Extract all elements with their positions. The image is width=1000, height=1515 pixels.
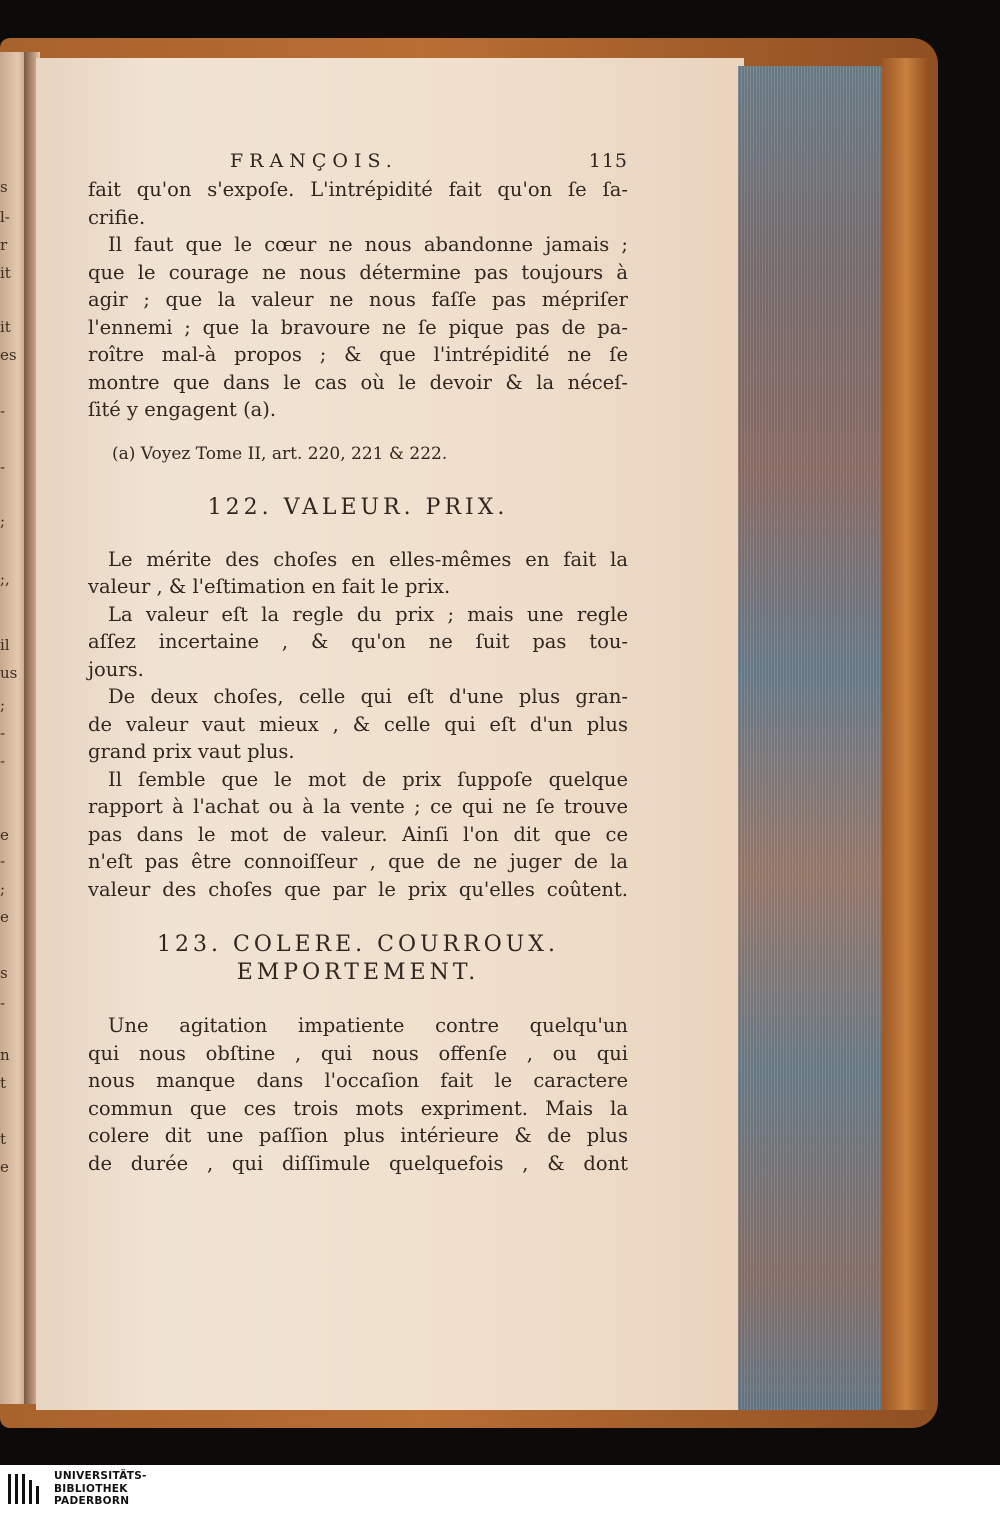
article-122-heading: 122. VALEUR. PRIX.: [207, 495, 509, 520]
page-text: [88, 148, 628, 1177]
text-line: fait qu'on s'expoſe. L'intrépidité fait qu'on ſe ſa-: [88, 178, 628, 201]
text-line: commun que ces trois mots expriment. Mais la: [88, 1096, 628, 1120]
text-line: ſité y engagent (a).: [88, 398, 277, 421]
margin-fragment: ;: [0, 880, 6, 898]
text-line: La valeur eſt la regle du prix ; mais une regle: [108, 602, 628, 626]
text-line: pas dans le mot de valeur. Ainſi l'on dit que ce: [88, 822, 628, 846]
text-line: colere dit une paſſion plus intérieure & de plus: [88, 1124, 628, 1147]
margin-fragment: -: [0, 402, 6, 420]
page-header: [88, 148, 628, 176]
text-line: que le courage ne nous détermine pas toujours à: [88, 260, 628, 284]
text-line: n'eſt pas être connoiſſeur , que de ne juger de la: [88, 850, 628, 873]
text-line: jours.: [88, 657, 144, 681]
text-line: valeur des choſes que par le prix qu'elles coûtent.: [88, 877, 628, 901]
margin-fragment: us: [0, 664, 18, 682]
text-line: valeur , & l'eſtimation en fait le prix.: [88, 575, 451, 598]
margin-fragment: -: [0, 724, 6, 742]
text-line: Il faut que le cœur ne nous abandonne jamais ;: [108, 233, 628, 256]
binding-edge: [882, 58, 930, 1410]
margin-fragment: r: [0, 236, 8, 254]
text-line: aſſez incertaine , & qu'on ne ſuit pas tou-: [88, 630, 628, 653]
library-name-line: UNIVERSITÄTS-: [54, 1470, 147, 1482]
margin-fragment: e: [0, 1158, 9, 1176]
margin-fragment: it: [0, 318, 11, 336]
margin-fragment: e: [0, 826, 9, 844]
margin-fragment: e: [0, 908, 9, 926]
text-line: Une agitation impatiente contre quelqu'un: [108, 1014, 628, 1037]
text-line: nous manque dans l'occaſion fait le caractere: [88, 1069, 628, 1092]
library-name-line: BIBLIOTHEK: [54, 1482, 128, 1495]
margin-fragment: n: [0, 1046, 10, 1064]
footnote: (a) Voyez Tome II, art. 220, 221 & 222.: [112, 443, 448, 464]
text-line: montre que dans le cas où le devoir & la néceſ-: [88, 370, 628, 394]
text-line: de valeur vaut mieux , & celle qui eſt d'un plus: [88, 712, 628, 736]
margin-fragment: il: [0, 636, 10, 654]
margin-fragment: s: [0, 964, 8, 982]
library-logo-icon: [6, 1470, 44, 1508]
article-122-body: [88, 546, 628, 904]
library-footer: [0, 1465, 1000, 1515]
margin-fragment: es: [0, 346, 17, 364]
article-123-heading: 123. COLERE. COURROUX.: [157, 932, 559, 957]
library-name: [54, 1470, 147, 1508]
facing-page-margin-text: [0, 150, 18, 1200]
margin-fragment: s: [0, 178, 8, 196]
text-line: crifie.: [88, 205, 146, 229]
text-line: De deux choſes, celle qui eſt d'une plus gran-: [108, 685, 628, 708]
margin-fragment: ;: [0, 696, 6, 714]
text-line: rapport à l'achat ou à la vente ; ce qui ne ſe trouve: [88, 795, 628, 818]
article-123-body: [88, 1012, 628, 1177]
marbled-fore-edge: [738, 66, 882, 1410]
text-line: qui nous obſtine , qui nous offenſe , ou qui: [88, 1041, 628, 1065]
text-line: de durée , qui diſſimule quelquefois , & dont: [88, 1151, 628, 1175]
margin-fragment: it: [0, 264, 11, 282]
running-head: FRANÇOIS.: [230, 150, 398, 172]
text-line: Le mérite des choſes en elles-mêmes en fait la: [108, 547, 628, 571]
margin-fragment: ;: [0, 512, 6, 530]
margin-fragment: -: [0, 752, 6, 770]
text-line: grand prix vaut plus.: [88, 740, 295, 763]
margin-fragment: -: [0, 994, 6, 1012]
article-123-heading-cont: EMPORTEMENT.: [236, 959, 480, 985]
text-line: Il ſemble que le mot de prix ſuppoſe quelque: [108, 767, 628, 791]
margin-fragment: ;,: [0, 570, 10, 588]
margin-fragment: -: [0, 852, 6, 870]
text-line: roître mal-à propos ; & que l'intrépidité ne ſe: [88, 343, 628, 366]
page-number: 115: [588, 150, 628, 172]
library-name-line: PADERBORN: [54, 1495, 130, 1507]
continued-section: [88, 176, 628, 468]
margin-fragment: t: [0, 1130, 7, 1148]
text-line: l'ennemi ; que la bravoure ne ſe pique pas de pa-: [88, 315, 628, 339]
margin-fragment: -: [0, 458, 6, 476]
margin-fragment: t: [0, 1074, 7, 1092]
text-line: agir ; que la valeur ne nous faſſe pas mépriſer: [88, 288, 628, 311]
margin-fragment: l-: [0, 208, 10, 226]
